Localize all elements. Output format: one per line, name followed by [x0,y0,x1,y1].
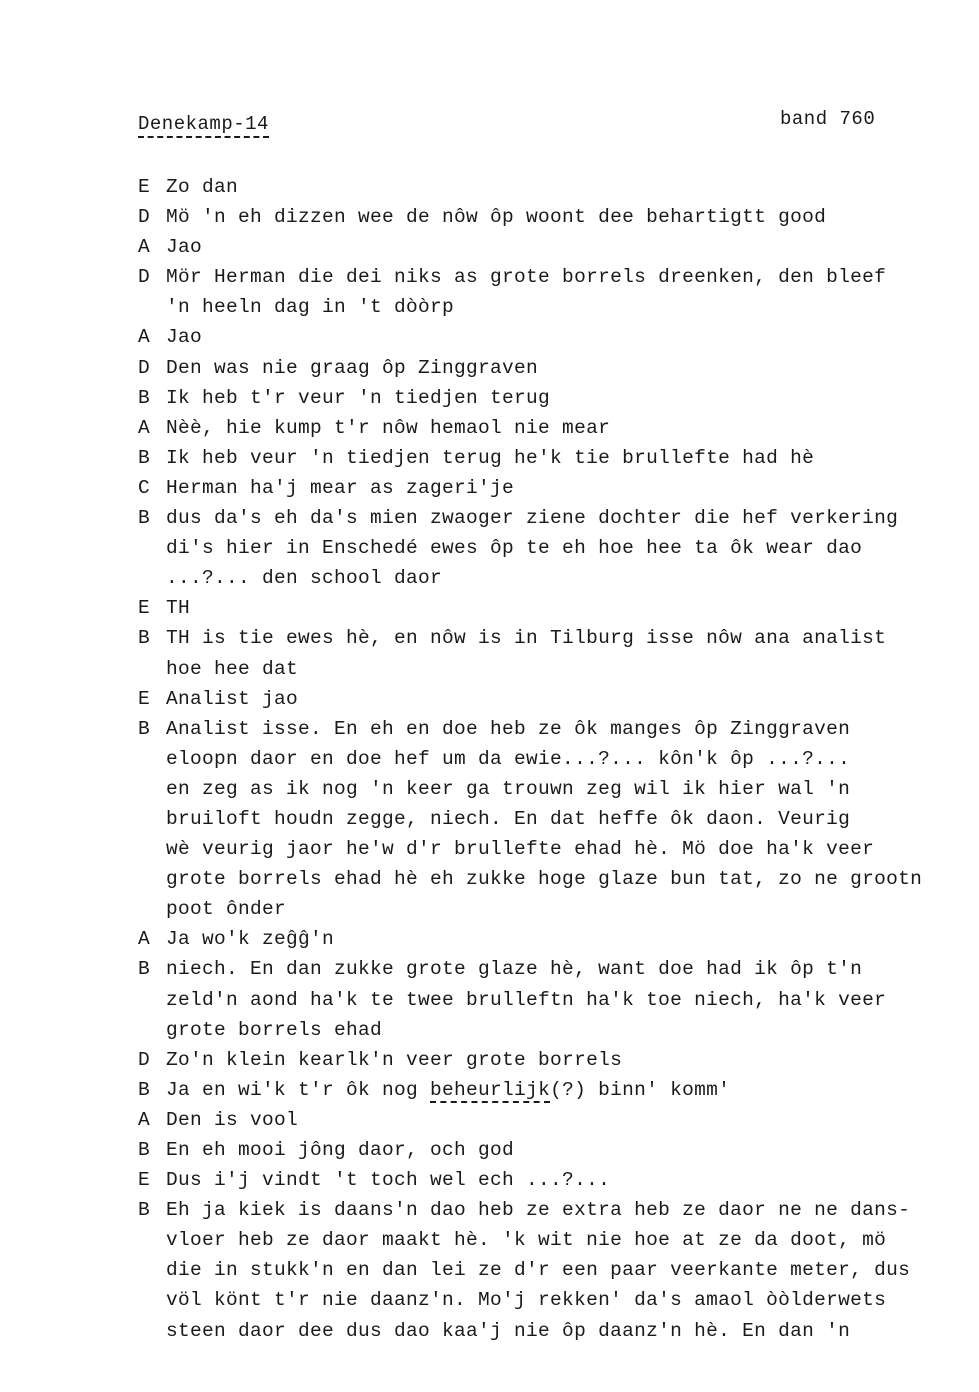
dialogue-turn [138,924,948,954]
dialogue-line: Ja wo'k zeĝĝ'n [166,928,335,951]
dialogue-line: Ja en wi'k t'r ôk nog [166,1078,431,1101]
dialogue-line: Jao [166,236,203,259]
dialogue-line: Ik heb t'r veur 'n tiedjen terug [166,386,551,409]
speaker-label: B [138,717,151,740]
speaker-label: A [138,416,151,439]
dialogue-line: di's hier in Enschedé ewes ôp te eh hoe hee ta ôk wear dao [166,537,863,560]
dialogue-turn [138,322,948,352]
dialogue-line: Mör Herman die dei niks as grote borrels dreenken, den bleef [166,266,887,289]
dialogue-line: völ könt t'r nie daanz'n. Mo'j rekken' da's amaol òòlderwets [166,1289,887,1312]
dialogue-line: Ik heb veur 'n tiedjen terug he'k tie brullefte had hè [166,446,815,469]
speaker-label: B [138,1199,151,1222]
dialogue-turn [138,353,948,383]
speaker-label: D [138,266,151,289]
transcript-body [138,172,948,1346]
speaker-label: D [138,206,151,229]
dialogue-line: Eh ja kiek is daans'n dao heb ze extra heb ze daor ne ne dans- [166,1199,911,1222]
dialogue-line: Dus i'j vindt 't toch wel ech ...?... [166,1169,611,1192]
dialogue-line: ...?... den school daor [166,567,443,590]
dialogue-line: 'n heeln dag in 't dòòrp [166,296,455,319]
dialogue-line: Mö 'n eh dizzen wee de nôw ôp woont dee behartigtt good [166,206,827,229]
speaker-label: E [138,176,151,198]
speaker-label: A [138,236,151,259]
dialogue-line: grote borrels ehad hè eh zukke hoge glaze bun tat, zo ne grootn [166,868,923,891]
speaker-label: E [138,1169,151,1192]
speaker-label: E [138,597,151,620]
location-header [138,113,269,135]
dialogue-line: vloer heb ze daor maakt hè. 'k wit nie hoe at ze da doot, mö [166,1229,887,1252]
speaker-label: B [138,958,151,981]
dialogue-line: Jao [166,326,203,349]
dialogue-turn [138,172,948,202]
dialogue-line: TH [166,597,191,620]
dialogue-turn [138,262,948,322]
dialogue-line: steen daor dee dus dao kaa'j nie ôp daanz'n hè. En dan 'n [166,1319,851,1342]
dialogue-line: en zeg as ik nog 'n keer ga trouwn zeg wil ik hier wal 'n [166,777,851,800]
speaker-label: B [138,1078,151,1101]
dialogue-turn [138,503,948,593]
speaker-label: B [138,627,151,650]
dialogue-turn [138,1105,948,1135]
dialogue-line: grote borrels ehad [166,1018,383,1041]
dialogue-turn [138,473,948,503]
dialogue-turn [138,413,948,443]
dialogue-line: zeld'n aond ha'k te twee brulleftn ha'k toe niech, ha'k veer [166,988,887,1011]
dialogue-line: Nèè, hie kump t'r nôw hemaol nie mear [166,416,611,439]
dialogue-line: TH is tie ewes hè, en nôw is in Tilburg isse nôw ana analist [166,627,887,650]
dialogue-turn [138,443,948,473]
dialogue-turn [138,232,948,262]
tape-number: band 760 [780,108,876,130]
dialogue-line: Zo dan [166,176,239,198]
dialogue-turn [138,714,948,925]
dialogue-turn [138,954,948,1044]
speaker-label: B [138,507,151,530]
dialogue-turn [138,623,948,683]
dialogue-turn [138,684,948,714]
speaker-label: D [138,1048,151,1071]
speaker-label: C [138,476,151,499]
dialogue-turn [138,593,948,623]
speaker-label: A [138,1108,151,1131]
dialogue-line: eloopn daor en doe hef um da ewie...?... kôn'k ôp ...?... [166,747,851,770]
underlined-word: beheurlijk [430,1078,551,1101]
location-code: Denekamp-14 [138,113,269,138]
dialogue-line: Zo'n klein kearlk'n veer grote borrels [166,1048,623,1071]
dialogue-line: Den was nie graag ôp Zinggraven [166,356,539,379]
dialogue-turn [138,1195,948,1345]
speaker-label: A [138,326,151,349]
dialogue-turn [138,1075,948,1105]
dialogue-turn [138,202,948,232]
dialogue-turn [138,1165,948,1195]
dialogue-turn [138,383,948,413]
dialogue-line: Den is vool [166,1108,299,1131]
dialogue-line: hoe hee dat [166,657,299,680]
speaker-label: D [138,356,151,379]
speaker-label: B [138,446,151,469]
dialogue-line: dus da's eh da's mien zwaoger ziene dochter die hef verkering [166,507,899,530]
dialogue-line: En eh mooi jông daor, och god [166,1139,515,1161]
speaker-label: A [138,928,151,951]
dialogue-line: die in stukk'n en dan lei ze d'r een paar veerkante meter, dus [166,1259,911,1282]
dialogue-line: poot ônder [166,898,287,921]
speaker-label: B [138,1139,151,1161]
dialogue-line: Herman ha'j mear as zageri'je [166,476,515,499]
dialogue-line: bruiloft houdn zegge, niech. En dat heffe ôk daon. Veurig [166,807,851,830]
dialogue-line: Analist jao [166,687,299,710]
dialogue-line: Analist isse. En eh en doe heb ze ôk manges ôp Zinggraven [166,717,851,740]
dialogue-line: niech. En dan zukke grote glaze hè, want doe had ik ôp t'n [166,958,863,981]
dialogue-line: wè veurig jaor he'w d'r brullefte ehad hè. Mö doe ha'k veer [166,838,875,861]
speaker-label: E [138,687,151,710]
speaker-label: B [138,386,151,409]
dialogue-turn [138,1045,948,1075]
dialogue-line: (?) binn' komm' [550,1078,731,1101]
dialogue-turn [138,1135,948,1165]
